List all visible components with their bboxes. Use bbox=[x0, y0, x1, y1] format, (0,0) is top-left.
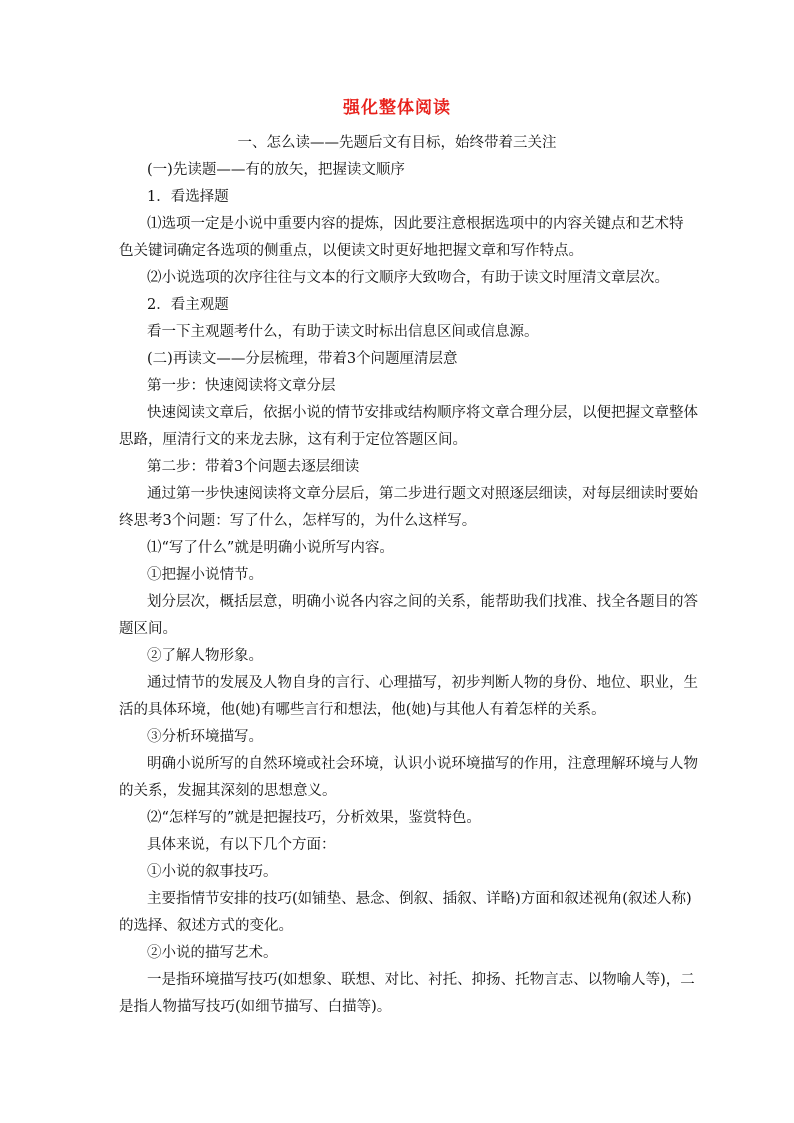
paragraph-line: 的关系，发掘其深刻的思想意义。 bbox=[119, 783, 337, 799]
paragraph-line: 通过第一步快速阅读将文章分层后，第二步进行题文对照逐层细读，对每层细读时要始 bbox=[147, 486, 698, 502]
paragraph-line: ⑵小说选项的次序往往与文本的行文顺序大致吻合，有助于读文时厘清文章层次。 bbox=[147, 270, 669, 286]
paragraph-line: ⑴“写了什么”就是明确小说所写内容。 bbox=[147, 540, 394, 556]
paragraph-line: 主要指情节安排的技巧(如铺垫、悬念、倒叙、插叙、详略)方面和叙述视角(叙述人称) bbox=[147, 891, 692, 907]
list-item-heading: ②了解人物形象。 bbox=[147, 648, 263, 664]
paragraph-line: 一是指环境描写技巧(如想象、联想、对比、衬托、抑扬、托物言志、以物喻人等)，二 bbox=[147, 972, 695, 988]
page-title: 强化整体阅读 bbox=[343, 98, 451, 118]
section-heading: 一、怎么读——先题后文有目标，始终带着三关注 bbox=[237, 135, 557, 151]
paragraph-line: ⑵“怎样写的”就是把握技巧，分析效果，鉴赏特色。 bbox=[147, 810, 481, 826]
item-heading: 2．看主观题 bbox=[147, 297, 229, 313]
list-item-heading: ①把握小说情节。 bbox=[147, 567, 263, 583]
paragraph-line: 明确小说所写的自然环境或社会环境，认识小说环境描写的作用，注意理解环境与人物 bbox=[147, 756, 698, 772]
subsection-heading: (一)先读题——有的放矢，把握读文顺序 bbox=[147, 162, 405, 178]
paragraph-line: 通过情节的发展及人物自身的言行、心理描写，初步判断人物的身份、地位、职业，生 bbox=[147, 675, 698, 691]
paragraph-line: 看一下主观题考什么，有助于读文时标出信息区间或信息源。 bbox=[147, 324, 539, 340]
paragraph-line: 活的具体环境，他(她)有哪些言行和想法，他(她)与其他人有着怎样的关系。 bbox=[119, 702, 606, 718]
paragraph-line: 的选择、叙述方式的变化。 bbox=[119, 918, 293, 934]
list-item-heading: ③分析环境描写。 bbox=[147, 729, 263, 745]
paragraph-line: ⑴选项一定是小说中重要内容的提炼，因此要注意根据选项中的内容关键点和艺术特 bbox=[147, 216, 684, 232]
step-heading: 第一步：快速阅读将文章分层 bbox=[147, 378, 336, 394]
subsection-heading: (二)再读文——分层梳理，带着3个问题厘清层意 bbox=[147, 351, 458, 367]
list-item-heading: ②小说的描写艺术。 bbox=[147, 945, 278, 961]
paragraph-line: 题区间。 bbox=[119, 621, 177, 637]
paragraph-line: 快速阅读文章后，依据小说的情节安排或结构顺序将文章合理分层，以便把握文章整体 bbox=[147, 405, 698, 421]
paragraph-line: 终思考3个问题：写了什么，怎样写的，为什么这样写。 bbox=[119, 513, 477, 529]
paragraph-line: 划分层次，概括层意，明确小说各内容之间的关系，能帮助我们找准、找全各题目的答 bbox=[147, 594, 698, 610]
step-heading: 第二步：带着3个问题去逐层细读 bbox=[147, 459, 360, 475]
item-heading: 1．看选择题 bbox=[147, 189, 229, 205]
paragraph-line: 思路，厘清行文的来龙去脉，这有利于定位答题区间。 bbox=[119, 432, 467, 448]
list-item-heading: ①小说的叙事技巧。 bbox=[147, 864, 278, 880]
paragraph-line: 是指人物描写技巧(如细节描写、白描等)。 bbox=[119, 999, 392, 1015]
paragraph-line: 色关键词确定各选项的侧重点，以便读文时更好地把握文章和写作特点。 bbox=[119, 243, 583, 259]
paragraph-line: 具体来说，有以下几个方面： bbox=[147, 837, 336, 853]
